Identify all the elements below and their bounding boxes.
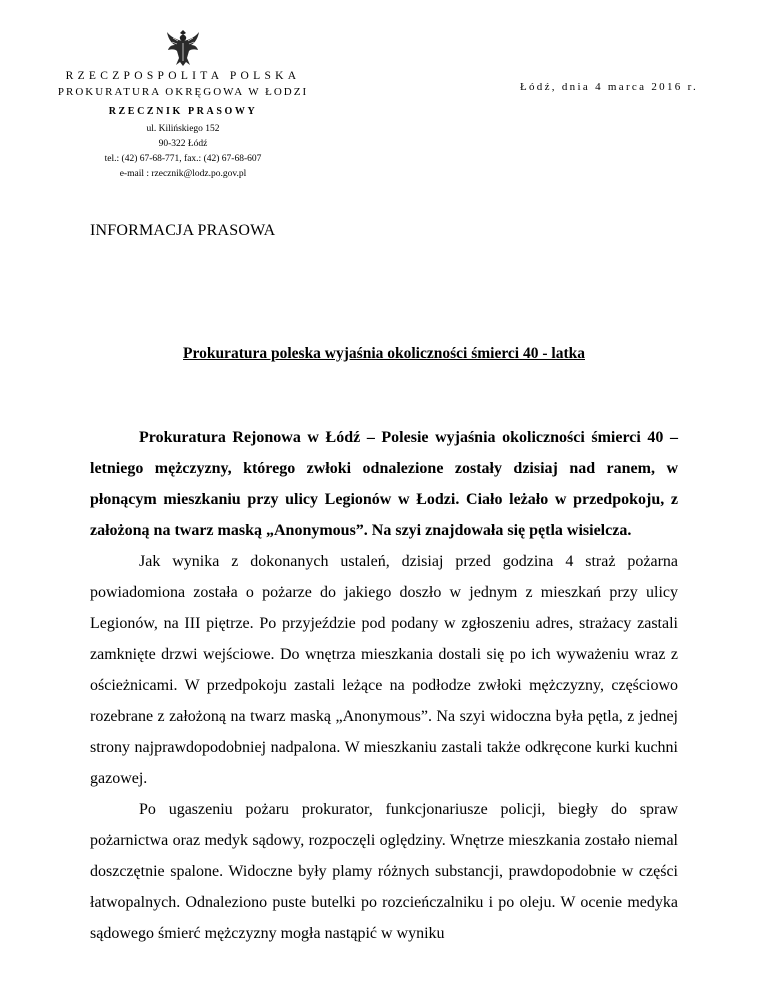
headline-text: Prokuratura poleska wyjaśnia okoliczności śmierci 40 - latka: [183, 345, 585, 362]
document-date: Łódź, dnia 4 marca 2016 r.: [519, 81, 698, 93]
letterhead-phone: tel.: (42) 67-68-771, fax.: (42) 67-68-607: [104, 154, 262, 164]
letterhead: [40, 68, 326, 182]
letterhead-email: e-mail : rzecznik@lodz.po.gov.pl: [119, 169, 247, 179]
lead-paragraph: Prokuratura Rejonowa w Łódź – Polesie wyjaśnia okoliczności śmierci 40 – letniego mężczyzny, którego zwłoki odnalezione zostały dzisiaj nad ranem, w płonącym mieszkaniu przy ulicy Legionów w Łodzi. Ciało leżało w przedpokoju, z założoną na twarz maską „Anonymous”. Na szyi znajdowała się pętla wisielcza.: [90, 429, 678, 539]
press-release-body: [90, 422, 678, 949]
letterhead-country: RZECZPOSPOLITA POLSKA: [65, 70, 301, 82]
body-paragraph: Po ugaszeniu pożaru prokurator, funkcjonariusze policji, biegły do spraw pożarnictwa oraz medyk sądowy, rozpoczęli oględziny. Wnętrze mieszkania zostało niemal doszczętnie spalone. Widoczne były plamy różnych substancji, prawdopodobnie w części łatwopalnych. Odnaleziono puste butelki po rozcieńczalniku i po oleju. W ocenie medyka sądowego śmierć mężczyzny mogła nastąpić w wyniku: [90, 801, 678, 942]
letterhead-office: PROKURATURA OKRĘGOWA W ŁODZI: [57, 86, 309, 98]
letterhead-department: RZECZNIK PRASOWY: [108, 106, 258, 117]
headline: [0, 345, 768, 363]
letterhead-postal: 90-322 Łódź: [158, 139, 208, 149]
body-paragraph: Jak wynika z dokonanych ustaleń, dzisiaj przed godzina 4 straż pożarna powiadomiona została o pożarze do jakiego doszło w jednym z mieszkań przy ulicy Legionów, na III piętrze. Po przyjeździe pod podany w zgłoszeniu adres, strażacy zastali zamknięte drzwi wejściowe. Do wnętrza mieszkania dostali się po ich wyważeniu wraz z ościeżnicami. W przedpokoju zastali leżące na podłodze zwłoki mężczyzny, częściowo rozebrane z założoną na twarz maską „Anonymous”. Na szyi widoczna była pętla, z jednej strony najprawdopodobniej nadpalona. W mieszkaniu zastali także odkręcone kurki kuchni gazowej.: [90, 553, 678, 787]
polish-eagle-emblem-icon: [165, 28, 201, 68]
section-title: INFORMACJA PRASOWA: [90, 222, 276, 239]
letterhead-street: ul. Kilińskiego 152: [146, 124, 220, 134]
